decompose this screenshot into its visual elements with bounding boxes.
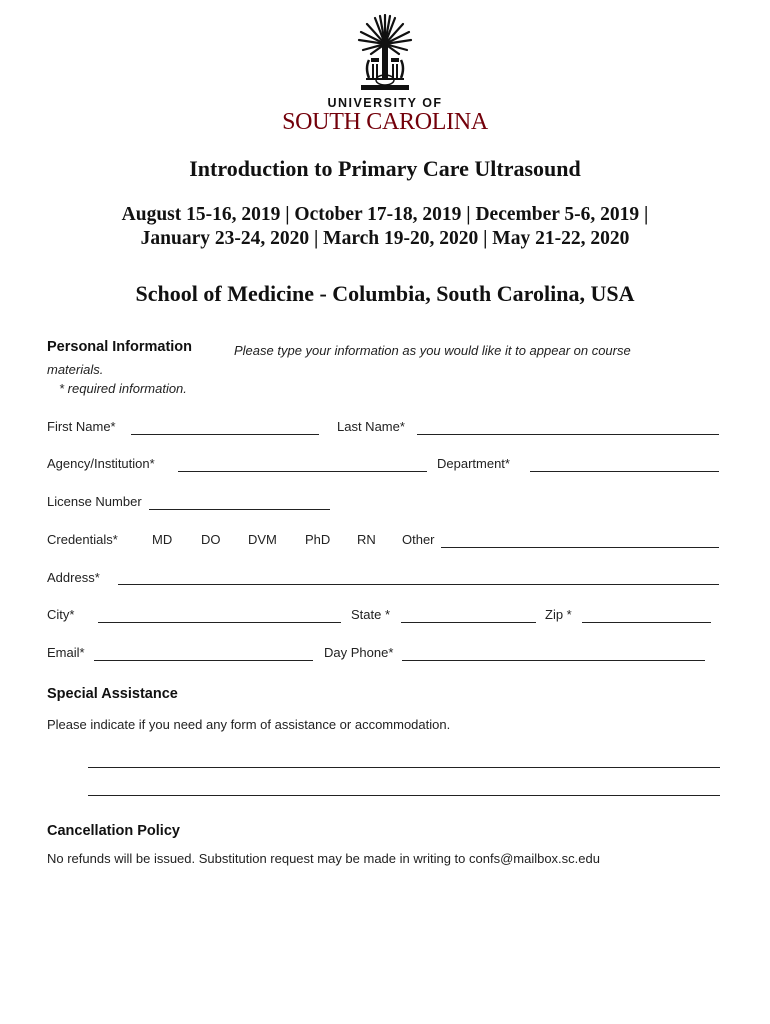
state-label: State *	[351, 607, 391, 622]
city-field[interactable]	[98, 622, 341, 623]
course-title: Introduction to Primary Care Ultrasound	[189, 156, 581, 181]
credential-other-field[interactable]	[441, 547, 719, 548]
license-label: License Number	[47, 494, 142, 509]
email-field[interactable]	[94, 660, 313, 661]
day-phone-field[interactable]	[402, 660, 705, 661]
assistance-field-line-1[interactable]	[88, 767, 720, 768]
special-assistance-text: Please indicate if you need any form of assistance or accommodation.	[47, 717, 451, 732]
department-field[interactable]	[530, 471, 719, 472]
first-name-label: First Name*	[47, 419, 116, 434]
cancellation-text: No refunds will be issued. Substitution request may be made in writing to confs@mailbox.sc.edu	[47, 851, 600, 866]
state-field[interactable]	[401, 622, 536, 623]
university-name: SOUTH CAROLINA	[282, 109, 488, 135]
credential-option-phd[interactable]: PhD	[305, 532, 331, 547]
credential-option-dvm[interactable]: DVM	[248, 532, 277, 547]
last-name-label: Last Name*	[337, 419, 405, 434]
personal-info-note: Please type your information as you would like it to appear on course	[234, 343, 631, 358]
personal-info-note-cont: materials.	[47, 362, 104, 377]
credential-option-other[interactable]: Other	[402, 532, 435, 547]
personal-info-heading: Personal Information	[47, 339, 193, 355]
zip-field[interactable]	[582, 622, 711, 623]
day-phone-label: Day Phone*	[324, 645, 394, 660]
course-dates-line-1: August 15-16, 2019 | October 17-18, 2019 | December 5-6, 2019 |	[121, 204, 649, 225]
agency-label: Agency/Institution*	[47, 456, 155, 471]
last-name-field[interactable]	[417, 434, 719, 435]
license-field[interactable]	[149, 509, 330, 510]
assistance-field-line-2[interactable]	[88, 795, 720, 796]
special-assistance-heading: Special Assistance	[47, 686, 178, 702]
university-line: UNIVERSITY OF	[327, 96, 443, 110]
first-name-field[interactable]	[131, 434, 319, 435]
cancellation-heading: Cancellation Policy	[47, 823, 180, 839]
course-dates-line-2: January 23-24, 2020 | March 19-20, 2020 | May 21-22, 2020	[140, 228, 630, 249]
credential-option-rn[interactable]: RN	[357, 532, 376, 547]
department-label: Department*	[437, 456, 510, 471]
zip-label: Zip *	[545, 607, 572, 622]
address-label: Address*	[47, 570, 100, 585]
city-label: City*	[47, 607, 75, 622]
course-location: School of Medicine - Columbia, South Carolina, USA	[135, 281, 635, 306]
address-field[interactable]	[118, 584, 719, 585]
credential-option-do[interactable]: DO	[201, 532, 221, 547]
agency-field[interactable]	[178, 471, 427, 472]
credentials-label: Credentials*	[47, 532, 118, 547]
required-note: * required information.	[59, 381, 187, 396]
email-label: Email*	[47, 645, 85, 660]
credential-option-md[interactable]: MD	[152, 532, 173, 547]
palmetto-tree-icon	[353, 14, 417, 92]
university-logo	[0, 14, 770, 134]
